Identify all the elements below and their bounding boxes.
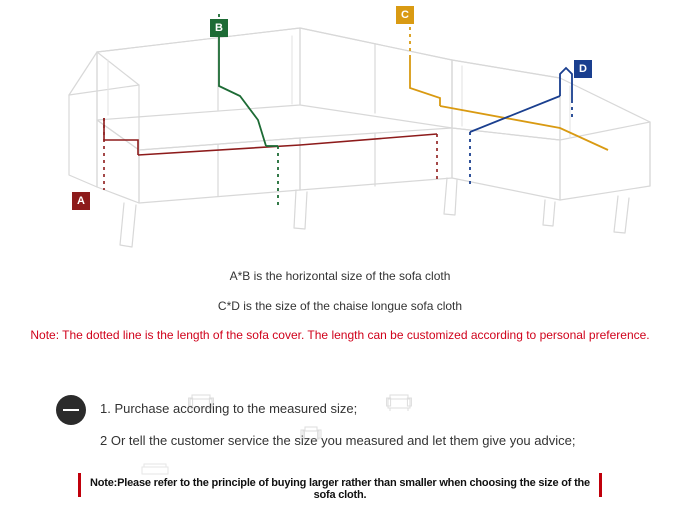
label-badge-a: A [72, 192, 90, 210]
label-badge-b: B [210, 19, 228, 37]
minus-bar [63, 409, 79, 411]
measure-line-b-icon [219, 10, 278, 206]
sofa-watermark-icon [386, 392, 412, 414]
dotted-line-note: Note: The dotted line is the length of the sofa cover. The length can be customized according to personal preference. [30, 328, 650, 342]
measure-line-a-icon [104, 118, 437, 190]
measure-line-c-icon [410, 26, 608, 150]
label-badge-c: C [396, 6, 414, 24]
step-item-2: 2 Or tell the customer service the size you measured and let them give you advice; [100, 433, 576, 448]
minus-circle-icon [56, 395, 86, 425]
bottom-note-text: Note:Please refer to the principle of buying larger rather than smaller when choosing the size of the sofa cloth. [90, 477, 590, 501]
armchair-watermark-icon [300, 424, 322, 444]
caption-horizontal-size: A*B is the horizontal size of the sofa cloth [229, 269, 451, 283]
bottom-warning-note [78, 473, 602, 501]
caption-chaise-size: C*D is the size of the chaise longue sofa cloth [217, 299, 463, 313]
step-item-1: 1. Purchase according to the measured size; [100, 401, 358, 416]
label-badge-d: D [574, 60, 592, 78]
sofa-watermark-icon [188, 392, 214, 414]
